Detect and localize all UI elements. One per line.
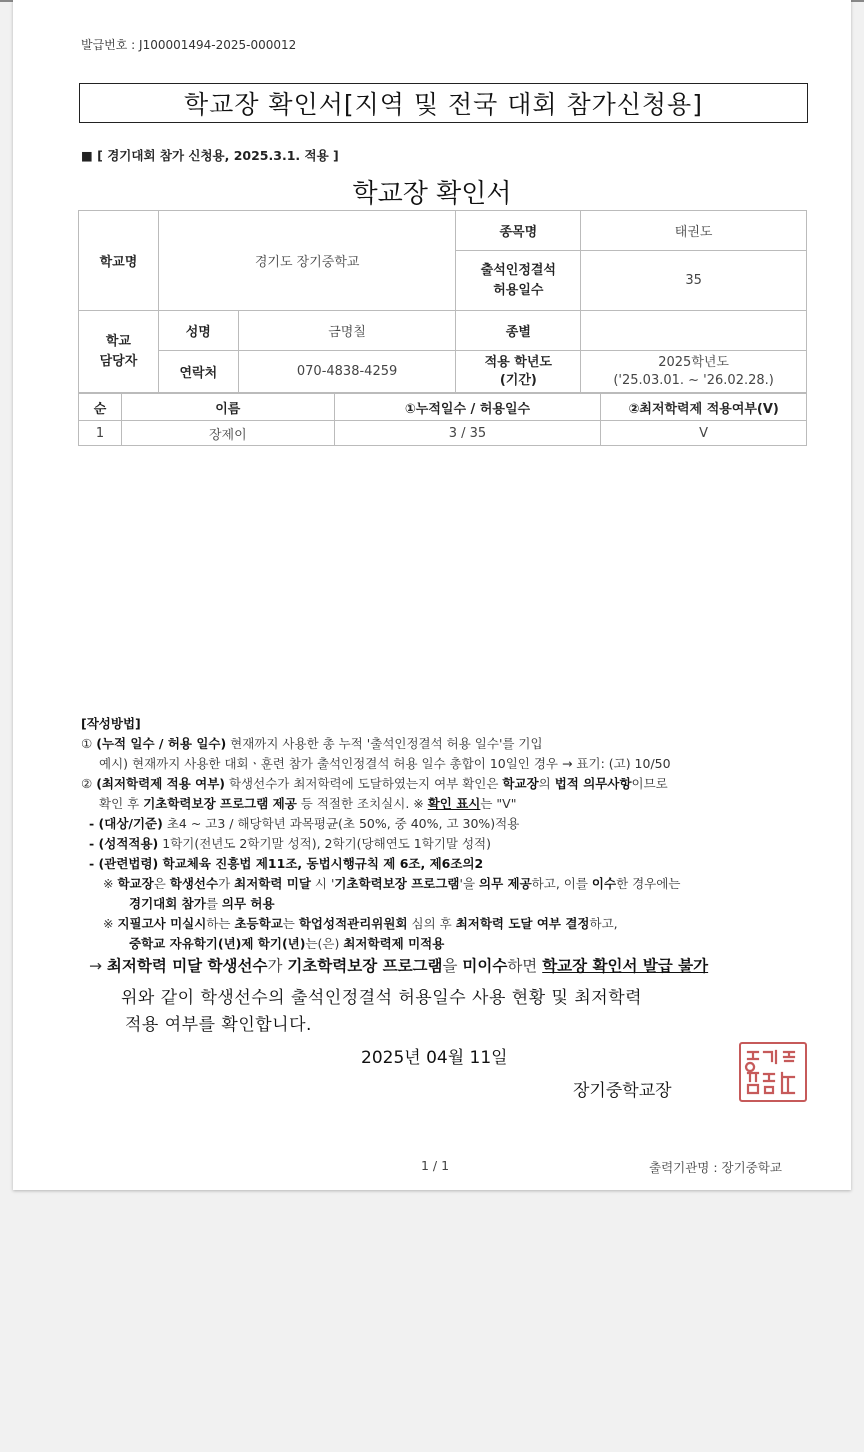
method-line-1 [81, 734, 841, 754]
text: 초4 ~ 고3 / 해당학년 과목평균(초 50%, 중 40%, 고 30%)적용 [162, 816, 520, 831]
cell-name: 장제이 [121, 421, 334, 446]
text: ※ [103, 876, 118, 891]
issue-number: 발급번호 : J100001494-2025-000012 [81, 38, 297, 52]
method-line-5 [81, 814, 841, 834]
bold-text: 학교장 [117, 876, 154, 891]
bold-text: (최저학력제 적용 여부) [96, 776, 225, 791]
manager-label [79, 311, 159, 393]
page-number: 1 / 1 [421, 1158, 450, 1173]
contact-label: 연락처 [158, 351, 238, 393]
bold-text: 이수 [591, 876, 617, 891]
seal-graphic [744, 1047, 802, 1097]
cell-days: 3 / 35 [334, 421, 601, 446]
year-value [581, 351, 807, 393]
school-value: 경기도 장기중학교 [158, 211, 456, 311]
bold-text: 학업성적관리위원회 [298, 916, 408, 931]
issue-date: 2025년 04월 11일 [361, 1048, 508, 1068]
subtitle: ■ [ 경기대회 참가 신청용, 2025.3.1. 적용 ] [81, 148, 339, 163]
text: 현재까지 사용한 총 누적 '출석인정결석 허용 일수'를 기입 [226, 736, 543, 751]
manager-label-line1: 학교 [105, 333, 131, 349]
bold-text: 최저학력 도달 여부 결정 [455, 916, 590, 931]
col-header-name: 이름 [121, 394, 334, 421]
bold-text: 최저학력 미달 [234, 876, 311, 891]
year-value-line1: 2025학년도 [658, 354, 729, 370]
method-line-3 [81, 774, 841, 794]
manager-label-line2: 담당자 [99, 353, 138, 369]
year-label-line2: (기간) [499, 372, 537, 388]
bold-text: 의무 허용 [221, 896, 275, 911]
name-value: 금명칠 [238, 311, 456, 351]
sport-value: 태권도 [581, 211, 807, 251]
text: 는 [282, 916, 299, 931]
method-line-6 [81, 834, 841, 854]
num-2: ② [81, 776, 97, 791]
text: '을 [459, 876, 480, 891]
confirmation-text [121, 985, 642, 1039]
text: 하면 [507, 957, 543, 975]
text: 가 [218, 876, 235, 891]
method-line-7 [81, 854, 841, 874]
category-label: 종별 [456, 311, 581, 351]
name-label: 성명 [158, 311, 238, 351]
method-line-4 [81, 794, 841, 814]
year-label [456, 351, 581, 393]
method-line-12 [81, 956, 841, 976]
cell-minimum: V [601, 421, 807, 446]
text: 는(은) [305, 936, 344, 951]
bold-text: 기초학력보장 프로그램 [334, 876, 460, 891]
bold-text: 경기대회 참가 [129, 896, 206, 911]
text: 이므로 [631, 776, 668, 791]
text: 학생선수가 최저학력에 도달하였는지 여부 확인은 [225, 776, 503, 791]
student-table [78, 393, 807, 446]
text: 를 [205, 896, 222, 911]
method-line-11 [81, 934, 841, 954]
text: 하고, [589, 916, 618, 931]
method-line-2: 예시) 현재까지 사용한 대회ㆍ훈련 참가 출석인정결석 허용 일수 총합이 10일인 경우 → 표기: (고) 10/50 [99, 756, 671, 771]
doc-heading: 학교장 확인서 [352, 179, 512, 209]
contact-value: 070-4838-4259 [238, 351, 456, 393]
bold-text: 기초학력보장 프로그램 [287, 957, 443, 975]
underlined-text: 확인 표시 [427, 796, 481, 811]
method-line-9 [81, 894, 841, 914]
absence-label-line1: 출석인정결석 [480, 262, 556, 278]
text: 가 [267, 957, 288, 975]
table-header-row [79, 394, 807, 421]
text: 은 [153, 876, 170, 891]
method-line-8 [81, 874, 841, 894]
info-table [78, 210, 807, 393]
confirmation-line-2: 적용 여부를 확인합니다. [125, 1015, 312, 1035]
document-page [13, 0, 851, 1190]
cell-order: 1 [79, 421, 122, 446]
confirmation-line-1: 위와 같이 학생선수의 출석인정결석 허용일수 사용 현황 및 최저학력 [121, 988, 643, 1008]
sport-label: 종목명 [456, 211, 581, 251]
bold-text: 기초학력보장 프로그램 제공 [143, 796, 297, 811]
principal-name: 장기중학교장 [573, 1081, 672, 1101]
year-label-line1: 적용 학년도 [484, 354, 552, 370]
year-value-line2: ('25.03.01. ~ '26.02.28.) [613, 372, 774, 388]
text: 등 적절한 조치실시. ※ [296, 796, 428, 811]
text: → [89, 957, 107, 975]
table-row [79, 421, 807, 446]
text: ※ [103, 916, 118, 931]
bold-text: - (관련법령) 학교체육 진흥법 제11조, 동법시행규칙 제 6조, 제6조의2 [89, 856, 484, 871]
bold-text: 학교장 [502, 776, 539, 791]
method-title: [작성방법] [81, 716, 141, 731]
bold-text: (누적 일수 / 허용 일수) [96, 736, 227, 751]
text: 1학기(전년도 2학기말 성적), 2학기(당해연도 1학기말 성적) [158, 836, 491, 851]
method-line-10 [81, 914, 841, 934]
bold-text: - (성적적용) [89, 836, 159, 851]
text: 을 [442, 957, 463, 975]
text: 하고, 이를 [531, 876, 592, 891]
bold-text: 미이수 [462, 957, 508, 975]
writing-method [81, 714, 841, 976]
bold-text: 최저학력 미달 학생선수 [106, 957, 268, 975]
printing-institution: 출력기관명 : 장기중학교 [649, 1160, 782, 1175]
text: 의 [538, 776, 555, 791]
col-header-order: 순 [79, 394, 122, 421]
text: 하는 [206, 916, 235, 931]
document-title: 학교장 확인서[지역 및 전국 대회 참가신청용] [79, 83, 808, 123]
absence-value: 35 [581, 251, 807, 311]
num-1: ① [81, 736, 97, 751]
text: 심의 후 [407, 916, 456, 931]
col-header-minimum: ②최저학력제 적용여부(V) [601, 394, 807, 421]
text: 확인 후 [99, 796, 144, 811]
bold-text: 지필고사 미실시 [117, 916, 207, 931]
bold-text: - (대상/기준) [89, 816, 163, 831]
bold-text: 최저학력제 미적용 [343, 936, 445, 951]
text: 시 ' [310, 876, 335, 891]
text: 한 경우에는 [616, 876, 681, 891]
col-header-days: ①누적일수 / 허용일수 [334, 394, 601, 421]
bold-text: 법적 의무사항 [554, 776, 632, 791]
underlined-text: 학교장 확인서 발급 불가 [542, 957, 709, 975]
absence-label-line2: 허용일수 [493, 282, 544, 298]
absence-label [456, 251, 581, 311]
bold-text: 초등학교 [234, 916, 283, 931]
bold-text: 학생선수 [169, 876, 219, 891]
text: 는 "V" [480, 796, 517, 811]
bold-text: 의무 제공 [479, 876, 532, 891]
school-label: 학교명 [79, 211, 159, 311]
bold-text: 중학교 자유학기(년)제 학기(년) [129, 936, 306, 951]
category-value [581, 311, 807, 351]
official-seal-icon [739, 1042, 807, 1102]
